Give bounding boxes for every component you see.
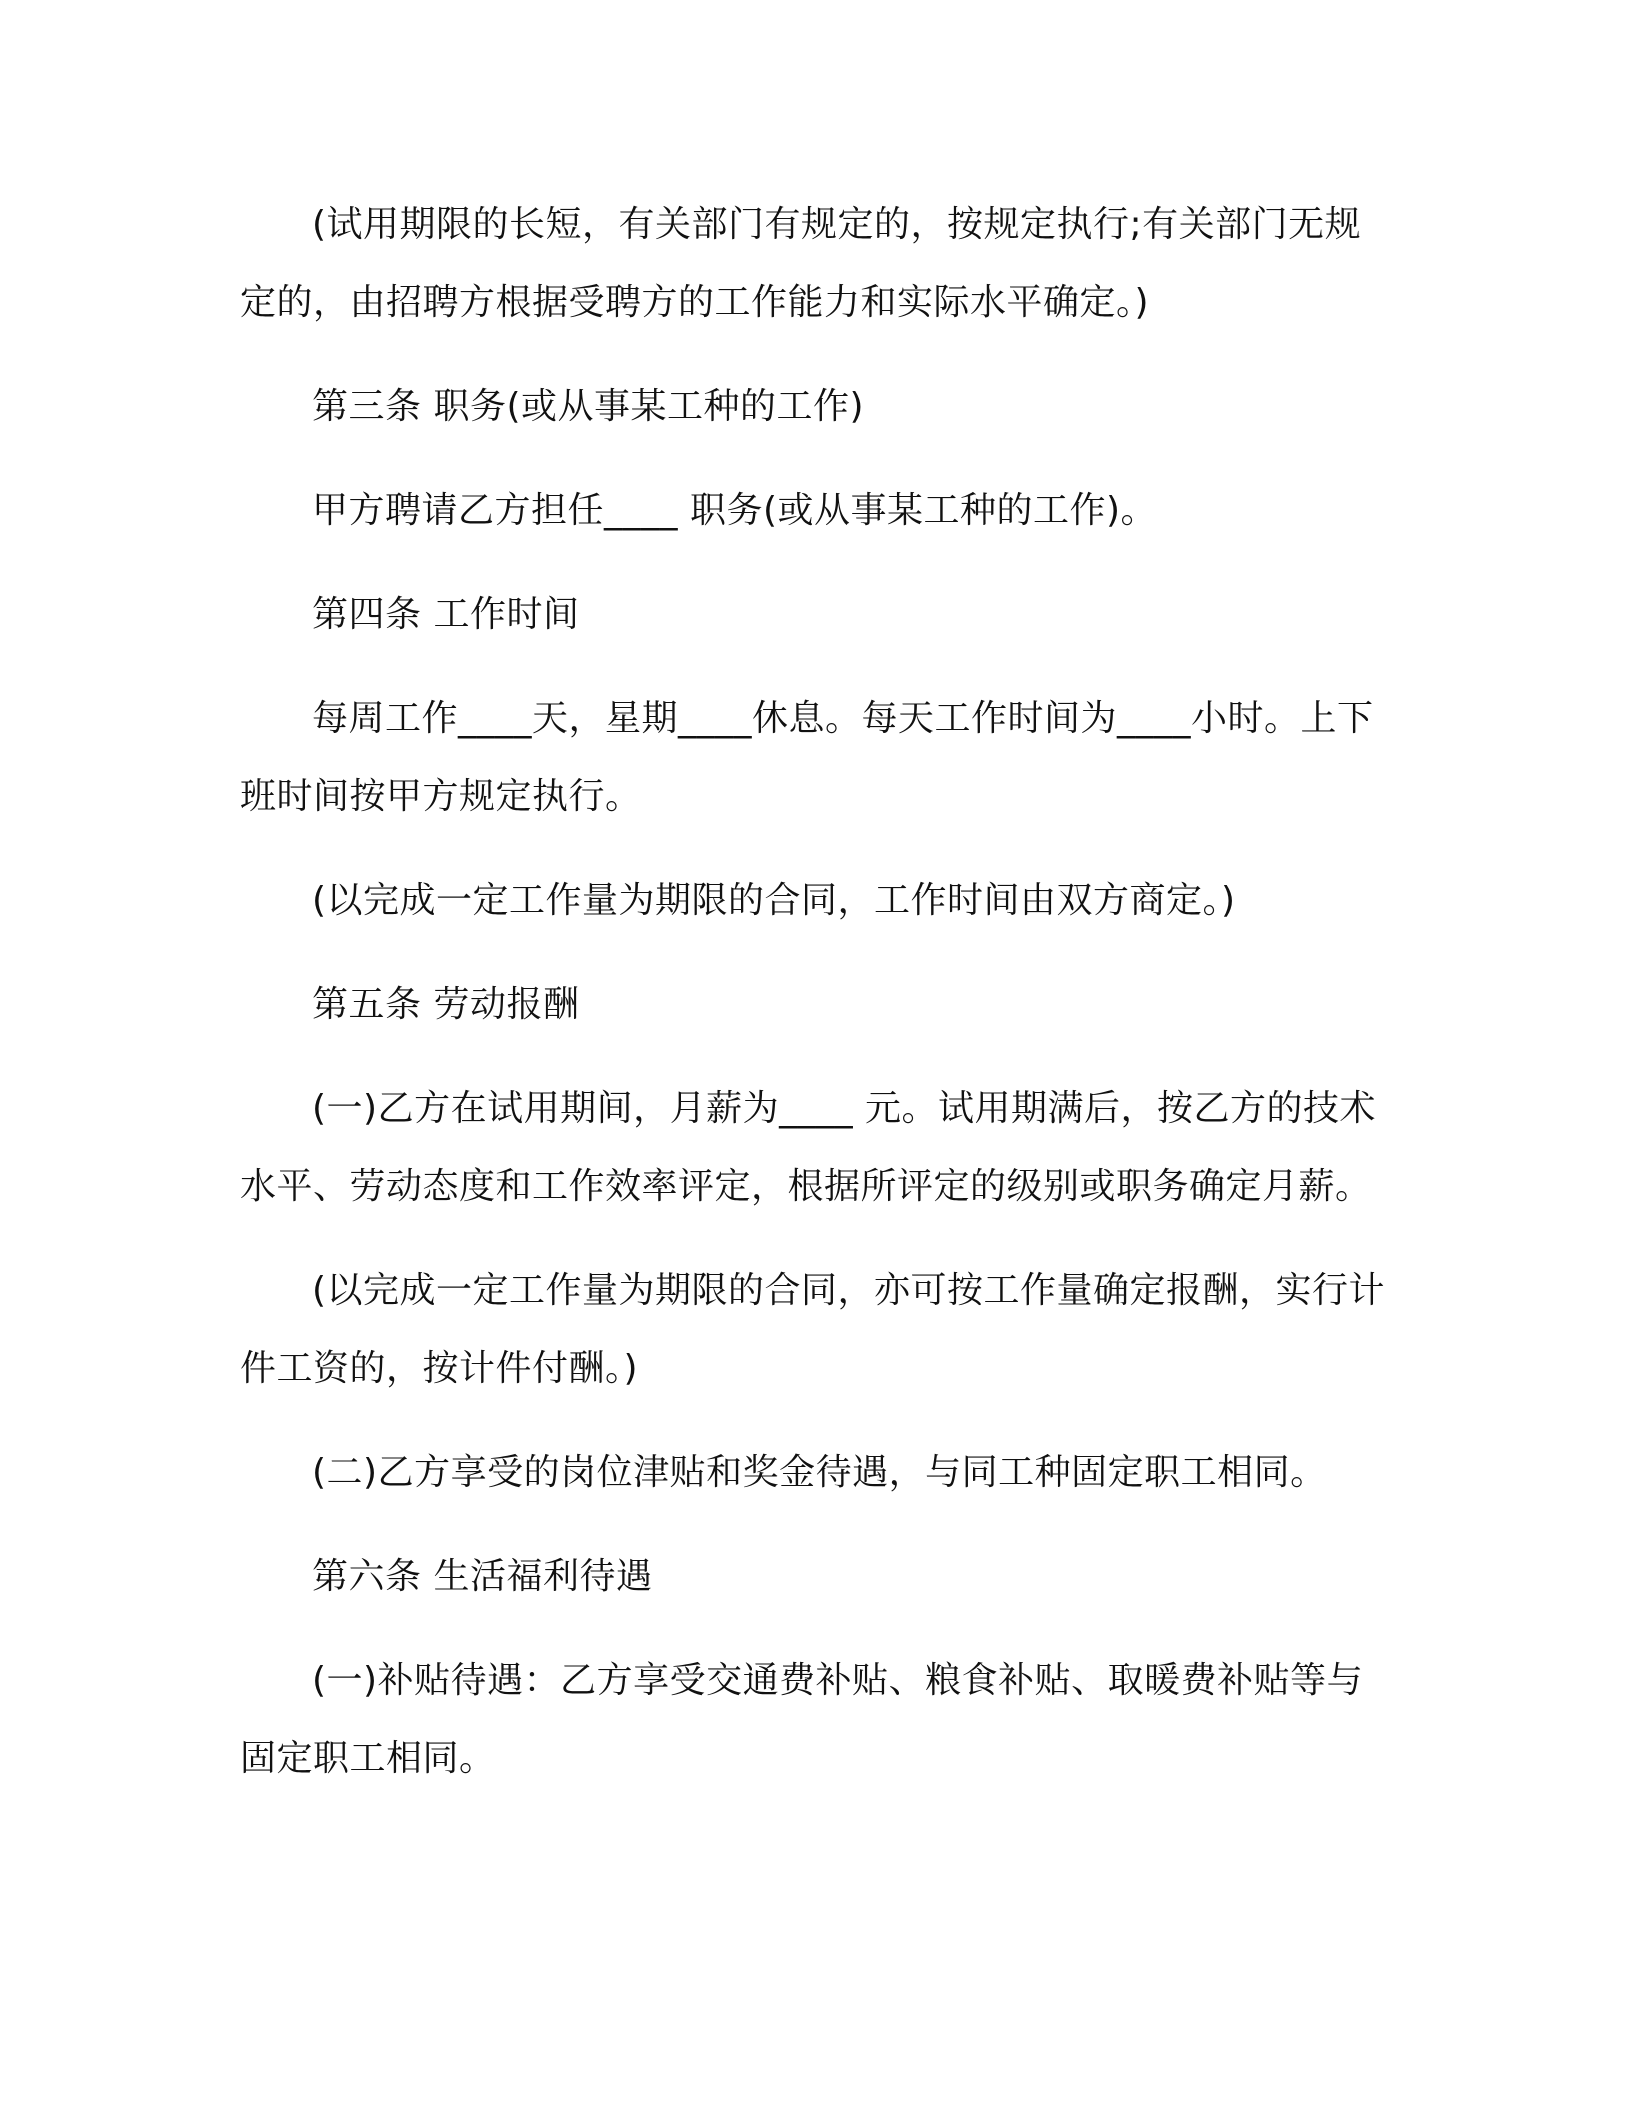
- paragraph-salary-note: (以完成一定工作量为期限的合同，亦可按工作量确定报酬，实行计件工资的，按计件付酬。): [240, 1270, 1386, 1389]
- article-4-heading: 第四条 工作时间: [312, 594, 580, 635]
- paragraph-subsidy: (一)补贴待遇：乙方享受交通费补贴、粮食补贴、取暖费补贴等与固定职工相同。: [240, 1660, 1364, 1779]
- paragraph-allowance-bonus: (二)乙方享受的岗位津贴和奖金待遇，与同工种固定职工相同。: [312, 1452, 1327, 1493]
- document-body: [240, 186, 1390, 1798]
- paragraph-probation-note: (试用期限的长短，有关部门有规定的，按规定执行;有关部门无规定的，由招聘方根据受聘方的工作能力和实际水平确定。): [240, 204, 1362, 323]
- paragraph-position: 甲方聘请乙方担任____ 职务(或从事某工种的工作)。: [312, 490, 1158, 531]
- paragraph-working-hours-note: (以完成一定工作量为期限的合同，工作时间由双方商定。): [312, 880, 1236, 921]
- article-3-heading: 第三条 职务(或从事某工种的工作): [312, 386, 865, 427]
- paragraph-working-hours: 每周工作____天，星期____休息。每天工作时间为____小时。上下班时间按甲方规定执行。: [240, 698, 1374, 817]
- article-6-heading: 第六条 生活福利待遇: [312, 1556, 653, 1597]
- paragraph-salary: (一)乙方在试用期间，月薪为____ 元。试用期满后，按乙方的技术水平、劳动态度和工作效率评定，根据所评定的级别或职务确定月薪。: [240, 1088, 1377, 1207]
- article-5-heading: 第五条 劳动报酬: [312, 984, 580, 1025]
